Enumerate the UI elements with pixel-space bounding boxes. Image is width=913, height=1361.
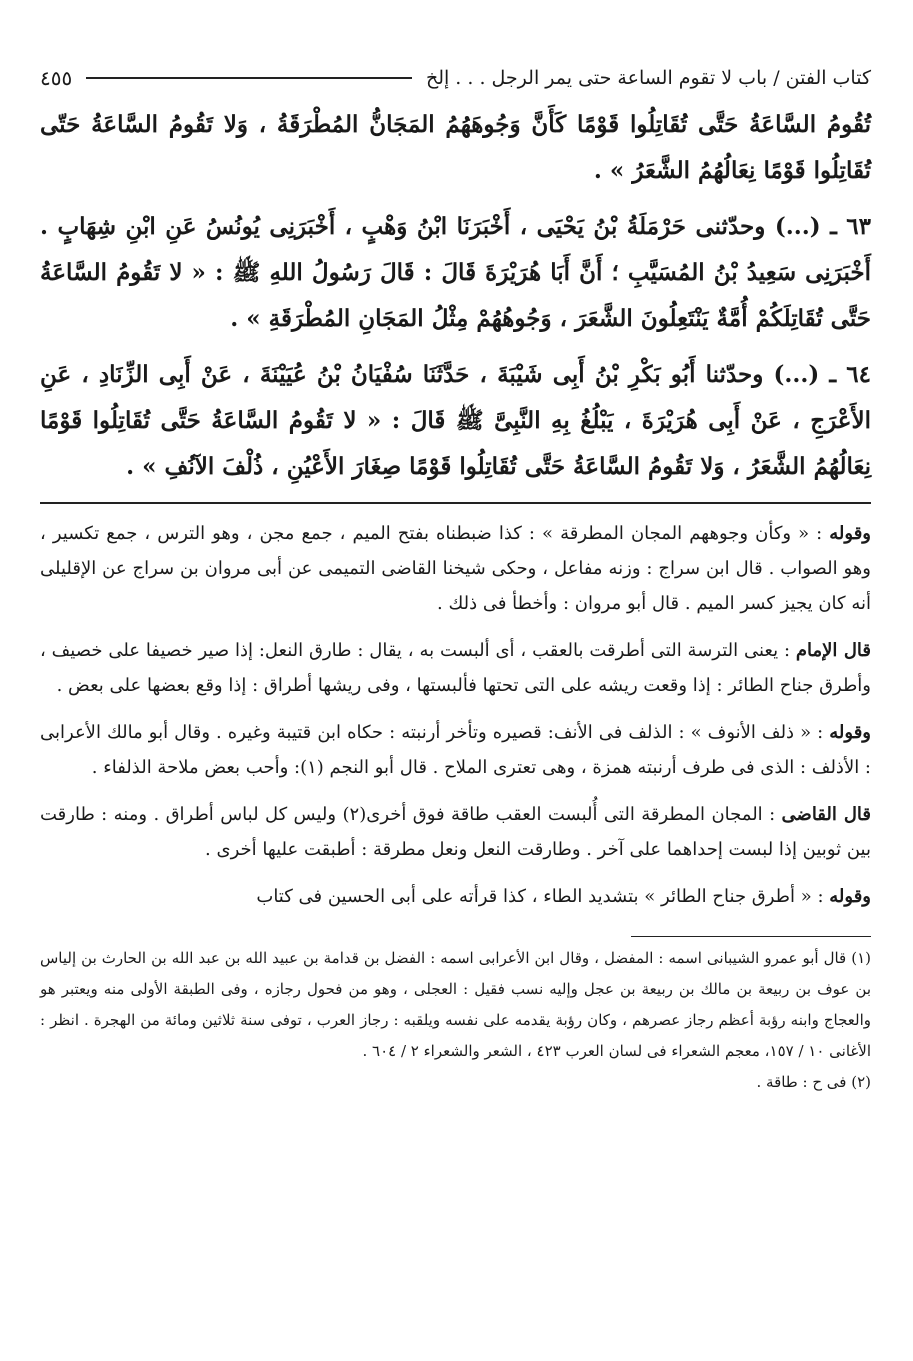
footnote: (١) قال أبو عمرو الشيبانى اسمه : المفضل ، وقال ابن الأعرابى اسمه : الفضل بن قدامة بن عبيد الله بن عبد الله بن الحارث بن إلياس بن عوف بن ربيعة بن مالك بن ربيعة بن عجل وإليه نسب فقيل : العجلى ، وهو من فحول رجازه ، وفى الطبقة الأولى منه ويعتبر هو والعجاج وابنه رؤبة أعظم رجاز عصرهم ، وكان رؤبة يقدمه على نفسه ويلقبه : رجاز العرب ، توفى سنة ثلاثين ومائة من الهجرة . انظر : الأغانى ١٠ / ١٥٧، معجم الشعراء فى لسان العرب ٤٢٣ ، الشعر والشعراء ٢ / ٦٠٤ .: [40, 949, 871, 1060]
commentary-paragraph: [40, 516, 871, 621]
footnotes: [40, 943, 871, 1098]
commentary-text: : « وكأن وجوههم المجان المطرقة » : كذا ضبطناه بفتح الميم ، جمع مجن ، وهو الترس ، جمع تكسير ، وهو الصواب . قال ابن سراج : وزنه مفاعل ، وحكى شيخنا القاضى التميمى عن أبى مروان بن سراج عن الإقليلى أنه كان يجيز كسر الميم . قال أبو مروان : وأخطأ فى ذلك .: [40, 523, 871, 614]
commentary-paragraph: [40, 633, 871, 703]
commentary-lead: قال الإمام: [795, 640, 871, 661]
commentary-lead: وقوله: [829, 523, 871, 544]
hadith-text: [40, 102, 871, 490]
commentary: [40, 516, 871, 914]
commentary-text: : المجان المطرقة التى أُلبست العقب طاقة فوق أخرى(٢) وليس كل لباس أطراق . ومنه : طارقت بين ثوبين إذا لبست إحداهما على آخر . وطارقت النعل ونعل مطرقة : أطبقت عليها أخرى .: [40, 804, 871, 860]
commentary-lead: وقوله: [829, 886, 871, 907]
commentary-text: : « أطرق جناح الطائر » بتشديد الطاء ، كذا قرأته على أبى الحسين فى كتاب: [256, 886, 830, 907]
section-divider: [40, 502, 871, 504]
commentary-text: : « ذلف الأنوف » : الذلف فى الأنف: قصيره وتأخر أرنبته : حكاه ابن قتيبة وغيره . وقال أبو مالك الأعرابى : الأذلف : الذى فى طرف أرنبته همزة ، وهى تعترى الملاح . قال أبو النجم (١): وأحب بعض ملاحة الذلفاء .: [40, 722, 871, 778]
page-number: ٤٥٥: [40, 66, 73, 90]
commentary-paragraph: [40, 797, 871, 867]
header-rule: [86, 77, 412, 79]
footnote: (٢) فى ح : طاقة .: [756, 1073, 871, 1091]
hadith-paragraph: ٦٤ ـ (...) وحدّثنا أَبُو بَكْرِ بْنُ أَبِى شَيْبَةَ ، حَدَّثَنَا سُفْيَانُ بْنُ عُيَيْنَةَ ، عَنْ أَبِى الزِّنَادِ ، عَنِ الأَعْرَجِ ، عَنْ أَبِى هُرَيْرَةَ ، يَبْلُغُ بِهِ النَّبِىَّ ﷺ قَالَ : « لا تَقُومُ السَّاعَةُ حَتَّى تُقَاتِلُوا قَوْمًا نِعَالُهُمُ الشَّعَرُ ، وَلا تَقُومُ السَّاعَةُ حَتَّى تُقَاتِلُوا قَوْمًا صِغَارَ الأَعْيُنِ ، ذُلْفَ الآنُفِ » .: [40, 361, 871, 480]
running-header: [40, 60, 871, 96]
hadith-paragraph: تُقُومُ السَّاعَةُ حَتَّى تُقَاتِلُوا قَوْمًا كَأَنَّ وَجُوهَهُمُ المَجَانُّ المُطْرَقَةُ ، وَلا تَقُومُ السَّاعَةُ حَتّى تُقَاتِلُوا قَوْمًا نِعَالُهُمُ الشَّعَرُ » .: [40, 111, 871, 184]
footnote-divider: [631, 936, 871, 937]
commentary-paragraph: [40, 715, 871, 785]
commentary-lead: قال القاضى: [781, 804, 872, 825]
commentary-paragraph: [40, 879, 871, 914]
running-title: كتاب الفتن / باب لا تقوم الساعة حتى يمر الرجل . . . إلخ: [425, 67, 871, 89]
commentary-lead: وقوله: [829, 722, 871, 743]
hadith-paragraph: ٦٣ ـ (...) وحدّثنى حَرْمَلَةُ بْنُ يَحْيَى ، أَخْبَرَنَا ابْنُ وَهْبٍ ، أَخْبَرَنِى يُونُسُ عَنِ ابْنِ شِهَابٍ . أَخْبَرَنِى سَعِيدُ بْنُ المُسَيَّبِ ؛ أَنَّ أَبَا هُرَيْرَةَ قَالَ : قَالَ رَسُولُ اللهِ ﷺ : « لا تَقُومُ السَّاعَةُ حَتَّى تُقَاتِلَكُمْ أُمَّةٌ يَنْتَعِلُونَ الشَّعَرَ ، وَجُوهُهُمْ مِثْلُ المَجَانِ المُطْرَقَةِ » .: [40, 213, 871, 332]
commentary-text: : يعنى الترسة التى أطرقت بالعقب ، أى ألبست به ، يقال : طارق النعل: إذا صير خصيفا على خصيف ، وأطرق جناح الطائر : إذا وقعت ريشه على التى تحتها فألبستها ، وفى ريشها أطراق : إذا وقع بعضها على بعض .: [40, 640, 871, 696]
